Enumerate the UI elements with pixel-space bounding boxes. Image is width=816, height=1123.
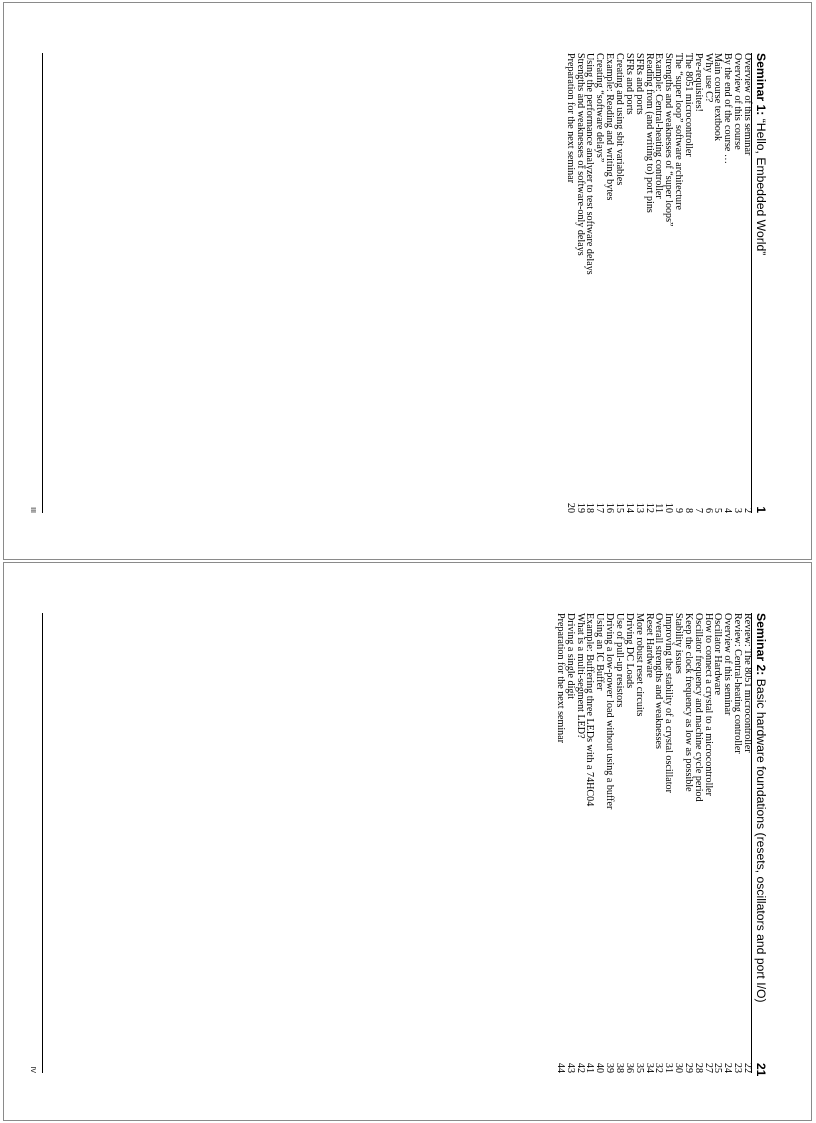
toc-entry-title: Review: Central-heating controller [732, 613, 744, 754]
toc-entry [722, 53, 732, 513]
toc-entry-list [565, 53, 752, 513]
toc-entry-page-number: 22 [742, 1062, 753, 1073]
toc-entry-page-number: 43 [564, 1062, 576, 1073]
seminar-title: Basic hardware foundations (resets, oscillators and port I/O) [754, 678, 768, 1003]
toc-entry-list [555, 613, 752, 1073]
toc-entry-title: Using an IC Buffer [594, 613, 606, 691]
toc-entry-page-number: 32 [653, 1062, 665, 1073]
toc-entry-title: Strengths and weaknesses of software-only delays [574, 53, 586, 256]
toc-entry [624, 613, 634, 1073]
toc-entry [595, 53, 605, 513]
seminar-title: “Hello, Embedded World” [754, 118, 768, 256]
toc-entry [614, 53, 624, 513]
toc-entry-page-number: 31 [663, 1062, 675, 1073]
toc-entry-page-number: 41 [584, 1062, 596, 1073]
toc-entry [713, 613, 723, 1073]
toc-entry-title: The “super loop” software architecture [673, 53, 685, 210]
toc-entry-page-number: 27 [702, 1062, 714, 1073]
toc-entry-page-number: 9 [673, 507, 685, 513]
toc-entry [713, 53, 723, 513]
toc-entry-page-number: 2 [742, 507, 753, 513]
toc-entry [654, 53, 664, 513]
toc-entry-page-number: 36 [623, 1062, 635, 1073]
toc-entry [703, 613, 713, 1073]
toc-entry-title: Creating and using sbit variables [614, 53, 626, 186]
toc-entry [722, 613, 732, 1073]
toc-entry-page-number: 35 [633, 1062, 645, 1073]
seminar-start-page: 1 [754, 506, 768, 513]
toc-entry-title: SFRs and ports [623, 53, 635, 115]
toc-entry [634, 53, 644, 513]
toc-entry-page-number: 16 [604, 502, 616, 513]
toc-entry [742, 613, 752, 1073]
toc-entry [595, 613, 605, 1073]
toc-entry-title: How to connect a crystal to a microcontroller [702, 613, 714, 797]
toc-entry [663, 53, 673, 513]
toc-entry [673, 613, 683, 1073]
seminar-label: Seminar 1: [754, 53, 768, 116]
toc-entry [604, 53, 614, 513]
toc-entry [604, 613, 614, 1073]
toc-entry-page-number: 17 [594, 502, 606, 513]
toc-entry [624, 53, 634, 513]
toc-entry-title: Overview of this seminar [722, 613, 734, 716]
toc-entry-title: Oscillator Hardware [712, 613, 724, 696]
toc-entry [732, 53, 742, 513]
toc-entry-title: Example: Central-heating controller [653, 53, 665, 199]
toc-entry [673, 53, 683, 513]
toc-entry-title: Pre-requisites! [692, 53, 704, 112]
toc-entry-title: By the end of the course … [722, 53, 734, 165]
toc-entry [654, 613, 664, 1073]
toc-entry [644, 53, 654, 513]
toc-entry-title: Creating “software delays” [594, 53, 606, 163]
toc-entry-page-number: 13 [633, 502, 645, 513]
toc-entry-page-number: 5 [712, 507, 724, 513]
toc-entry-title: Using the performance analyzer to test software delays [584, 53, 596, 275]
toc-page-seminar-1 [28, 53, 768, 513]
toc-entry-page-number: 44 [554, 1062, 566, 1073]
footer-rule [42, 613, 43, 1073]
toc-entry [585, 613, 595, 1073]
toc-entry-title: Driving a low-power load without using a buffer [604, 613, 616, 810]
toc-entry-page-number: 14 [623, 502, 635, 513]
seminar-start-page: 21 [754, 1063, 768, 1077]
toc-entry-page-number: 4 [722, 507, 734, 513]
toc-entry-title: Driving DC Loads [623, 613, 635, 689]
toc-entry [644, 613, 654, 1073]
toc-entry [703, 53, 713, 513]
toc-entry-title: Reset Hardware [643, 613, 655, 678]
toc-entry-title: Main course textbook [712, 53, 724, 142]
toc-entry-page-number: 29 [682, 1062, 694, 1073]
toc-entry [565, 53, 575, 513]
toc-entry [555, 613, 565, 1073]
toc-entry-page-number: 25 [712, 1062, 724, 1073]
toc-entry [693, 53, 703, 513]
toc-entry [565, 613, 575, 1073]
toc-entry-page-number: 39 [604, 1062, 616, 1073]
toc-entry-page-number: 24 [722, 1062, 734, 1073]
toc-entry-page-number: 34 [643, 1062, 655, 1073]
toc-entry-page-number: 23 [732, 1062, 744, 1073]
toc-entry [614, 613, 624, 1073]
toc-entry [683, 53, 693, 513]
toc-entry-page-number: 18 [584, 502, 596, 513]
toc-entry-page-number: 12 [643, 502, 655, 513]
toc-entry-title: Oscillator frequency and machine cycle period [692, 613, 704, 802]
toc-entry-title: Overview of this course [732, 53, 744, 150]
toc-entry-page-number: 10 [663, 502, 675, 513]
toc-entry-title: What is a multi-segment LED? [574, 613, 586, 739]
toc-entry [575, 53, 585, 513]
toc-entry-page-number: 8 [682, 507, 694, 513]
toc-entry-title: Example: Buffering three LEDs with a 74HC04 [584, 613, 596, 807]
toc-entry [732, 613, 742, 1073]
toc-entry-page-number: 7 [692, 507, 704, 513]
page-folio: IV [29, 1066, 36, 1073]
toc-entry [693, 613, 703, 1073]
toc-entry-page-number: 11 [653, 503, 665, 513]
toc-entry-title: Driving a single digit [564, 613, 576, 700]
toc-page-seminar-2 [28, 613, 768, 1077]
toc-entry-page-number: 42 [574, 1062, 586, 1073]
toc-entry [634, 613, 644, 1073]
toc-entry-page-number: 30 [673, 1062, 685, 1073]
toc-entry-title: Improving the stability of a crystal oscillator [663, 613, 675, 793]
toc-entry-title: The 8051 microcontroller [682, 53, 694, 157]
toc-entry-title: Why use C? [702, 53, 714, 103]
toc-entry [585, 53, 595, 513]
toc-entry [575, 613, 585, 1073]
toc-entry [742, 53, 752, 513]
toc-entry-title: Reading from (and writing to) port pins [643, 53, 655, 213]
toc-entry-title: Stability issues [673, 613, 685, 674]
toc-entry-page-number: 38 [614, 1062, 626, 1073]
toc-entry-title: More robust reset circuits [633, 613, 645, 717]
toc-entry [683, 613, 693, 1073]
toc-entry-title: Example: Reading and writing bytes [604, 53, 616, 201]
seminar-label: Seminar 2: [754, 613, 768, 676]
toc-entry [663, 613, 673, 1073]
toc-entry-title: Keep the clock frequency as low as possible [682, 613, 694, 792]
toc-entry-page-number: 28 [692, 1062, 704, 1073]
toc-entry-title: Overview of this seminar [742, 53, 753, 156]
toc-entry-title: Preparation for the next seminar [554, 613, 566, 744]
seminar-heading [754, 613, 768, 1077]
page-folio: III [29, 507, 36, 513]
toc-entry-title: Use of pull-up resistors [614, 613, 626, 708]
toc-entry-title: Strengths and weaknesses of “super loops” [663, 53, 675, 227]
toc-entry-page-number: 15 [614, 502, 626, 513]
toc-entry-title: Review: The 8051 microcontroller [742, 613, 753, 753]
toc-entry-title: Overall strengths and weaknesses [653, 613, 665, 749]
toc-entry-title: SFRs and ports [633, 53, 645, 115]
toc-entry-page-number: 20 [564, 502, 576, 513]
toc-entry-title: Preparation for the next seminar [564, 53, 576, 184]
toc-entry-page-number: 40 [594, 1062, 606, 1073]
toc-entry-page-number: 6 [702, 507, 714, 513]
footer-rule [42, 53, 43, 513]
toc-entry-page-number: 19 [574, 502, 586, 513]
toc-entry-page-number: 3 [732, 507, 744, 513]
seminar-heading [754, 53, 768, 513]
